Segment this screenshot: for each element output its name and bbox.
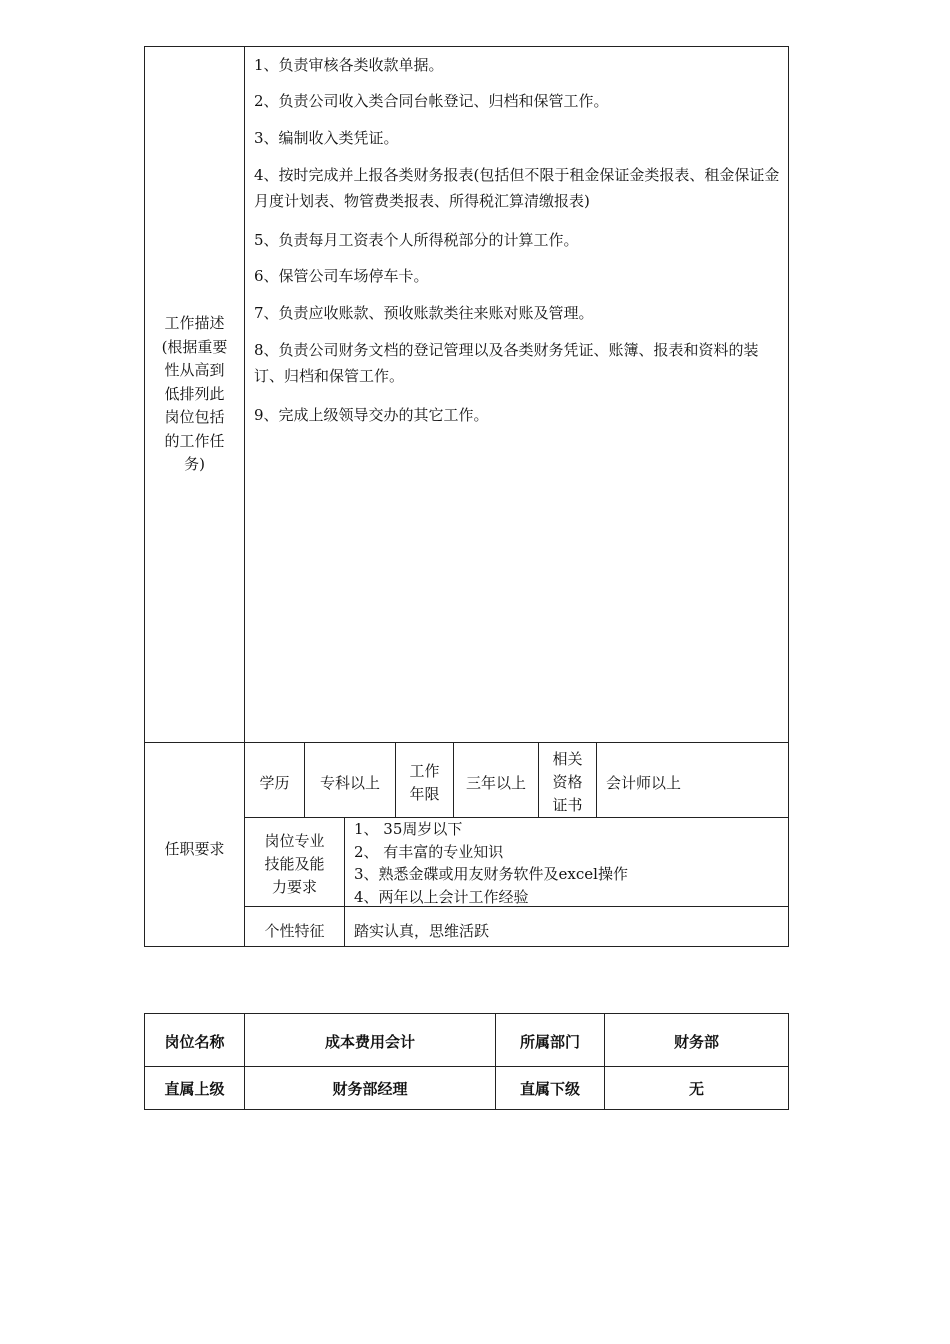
years-label-line: 工作 [409, 762, 440, 780]
duty-item: 1、负责审核各类收款单据。 [254, 56, 444, 74]
job-description-label-line: (根据重要 [161, 337, 228, 356]
years-label-line: 年限 [409, 785, 440, 803]
cert-label-line: 证书 [552, 796, 583, 814]
duty-item: 6、保管公司车场停车卡。 [254, 267, 429, 285]
job-description-label-line: 务) [184, 455, 205, 473]
skills-label-line: 岗位专业 [264, 832, 325, 850]
duty-item: 5、负责每月工资表个人所得税部分的计算工作。 [254, 231, 579, 249]
subordinate-value: 无 [688, 1080, 704, 1098]
skills-item: 4、两年以上会计工作经验 [354, 887, 529, 906]
job-description-label-line: 的工作任 [164, 431, 225, 450]
job-description-label-line: 工作描述 [164, 314, 225, 332]
personality-label: 个性特征 [264, 922, 325, 940]
position-name-value: 成本费用会计 [324, 1033, 415, 1051]
job-description-label-line: 低排列此 [164, 384, 225, 403]
job-description-label-line: 性从高到 [164, 361, 225, 379]
cert-label-line: 资格 [552, 773, 583, 791]
duty-item: 9、完成上级领导交办的其它工作。 [254, 406, 489, 424]
cert-value: 会计师以上 [606, 774, 682, 792]
department-value: 财务部 [673, 1033, 719, 1051]
requirements-label: 任职要求 [164, 840, 225, 858]
years-label [396, 760, 453, 806]
skills-item: 1、 35周岁以下 [354, 820, 463, 838]
education-label: 学历 [259, 774, 290, 792]
education-value: 专科以上 [319, 774, 380, 792]
cert-label-line: 相关 [552, 750, 583, 768]
skills-list [354, 818, 784, 908]
duty-item: 2、负责公司收入类合同台帐登记、归档和保管工作。 [254, 92, 609, 110]
superior-value: 财务部经理 [332, 1080, 408, 1098]
job-description-label [145, 312, 244, 477]
personality-value: 踏实认真，思维活跃 [354, 922, 490, 940]
duty-item: 8、负责公司财务文档的登记管理以及各类财务凭证、账簿、报表和资料的装订、归档和保管工作。 [254, 341, 759, 385]
skills-label-line: 力要求 [271, 878, 317, 896]
duty-item: 4、按时完成并上报各类财务报表(包括但不限于租金保证金类报表、租金保证金月度计划表、物管费类报表、所得税汇算清缴报表) [254, 166, 780, 210]
department-label: 所属部门 [519, 1033, 580, 1051]
subordinate-label: 直属下级 [519, 1080, 580, 1098]
skills-label-line: 技能及能 [264, 855, 325, 873]
skills-item: 3、熟悉金碟或用友财务软件及excel操作 [354, 865, 628, 883]
superior-label: 直属上级 [164, 1080, 225, 1098]
duty-item: 7、负责应收账款、预收账款类往来账对账及管理。 [254, 304, 594, 322]
job-description-label-line: 岗位包括 [164, 408, 225, 426]
duty-item: 3、编制收入类凭证。 [254, 129, 399, 147]
position-name-label: 岗位名称 [164, 1033, 225, 1051]
skills-item: 2、 有丰富的专业知识 [354, 842, 504, 861]
cert-label [539, 748, 596, 817]
skills-label [245, 830, 344, 899]
years-value: 三年以上 [465, 774, 526, 792]
